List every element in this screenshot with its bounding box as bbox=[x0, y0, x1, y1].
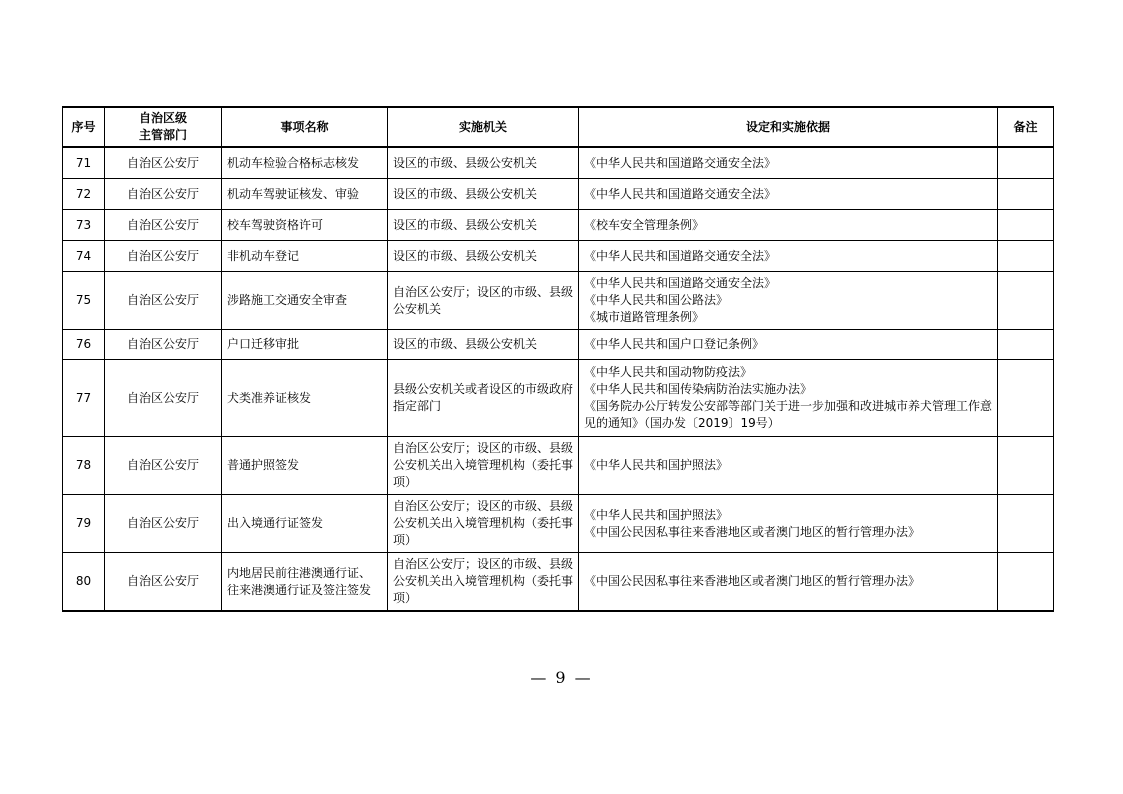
row-agency: 设区的市级、县级公安机关 bbox=[388, 241, 579, 272]
basis-line: 《中华人民共和国道路交通安全法》 bbox=[584, 155, 777, 170]
row-note bbox=[998, 179, 1054, 210]
row-num: 78 bbox=[63, 437, 105, 495]
basis-line: 《中华人民共和国道路交通安全法》 bbox=[584, 276, 777, 290]
row-num: 74 bbox=[63, 241, 105, 272]
row-basis bbox=[579, 210, 998, 241]
row-basis bbox=[579, 495, 998, 553]
header-agency: 实施机关 bbox=[388, 107, 579, 147]
basis-line: 《校车安全管理条例》 bbox=[584, 217, 705, 232]
matters-table bbox=[62, 106, 1054, 612]
row-dept: 自治区公安厅 bbox=[105, 553, 222, 612]
basis-line: 《中华人民共和国动物防疫法》 bbox=[584, 365, 753, 379]
table-row bbox=[63, 241, 1054, 272]
header-item: 事项名称 bbox=[222, 107, 388, 147]
row-num: 80 bbox=[63, 553, 105, 612]
row-note bbox=[998, 330, 1054, 360]
table-row bbox=[63, 272, 1054, 330]
row-item: 校车驾驶资格许可 bbox=[222, 210, 388, 241]
row-num: 79 bbox=[63, 495, 105, 553]
row-basis bbox=[579, 272, 998, 330]
row-basis bbox=[579, 241, 998, 272]
header-dept bbox=[105, 107, 222, 147]
header-dept-line2: 主管部门 bbox=[138, 128, 187, 142]
row-agency: 设区的市级、县级公安机关 bbox=[388, 179, 579, 210]
basis-line: 《城市道路管理条例》 bbox=[584, 310, 705, 324]
basis-line: 《中华人民共和国护照法》 bbox=[584, 458, 729, 472]
row-agency: 设区的市级、县级公安机关 bbox=[388, 210, 579, 241]
basis-line: 《国务院办公厅转发公安部等部门关于进一步加强和改进城市养犬管理工作意见的通知》（国办发〔2019〕19号） bbox=[584, 399, 993, 430]
header-basis: 设定和实施依据 bbox=[579, 107, 998, 147]
row-num: 77 bbox=[63, 360, 105, 437]
row-agency: 县级公安机关或者设区的市级政府指定部门 bbox=[388, 360, 579, 437]
row-num: 75 bbox=[63, 272, 105, 330]
row-note bbox=[998, 495, 1054, 553]
row-dept: 自治区公安厅 bbox=[105, 360, 222, 437]
row-agency: 自治区公安厅；设区的市级、县级公安机关出入境管理机构（委托事项） bbox=[388, 495, 579, 553]
row-item: 机动车检验合格标志核发 bbox=[222, 147, 388, 179]
basis-line: 《中华人民共和国户口登记条例》 bbox=[584, 337, 765, 351]
table-row bbox=[63, 147, 1054, 179]
row-dept: 自治区公安厅 bbox=[105, 147, 222, 179]
row-item: 涉路施工交通安全审查 bbox=[222, 272, 388, 330]
row-item: 内地居民前往港澳通行证、往来港澳通行证及签注签发 bbox=[222, 553, 388, 612]
row-num: 71 bbox=[63, 147, 105, 179]
row-agency: 自治区公安厅；设区的市级、县级公安机关出入境管理机构（委托事项） bbox=[388, 553, 579, 612]
row-num: 73 bbox=[63, 210, 105, 241]
row-note bbox=[998, 553, 1054, 612]
row-dept: 自治区公安厅 bbox=[105, 330, 222, 360]
table-row bbox=[63, 330, 1054, 360]
basis-line: 《中华人民共和国护照法》 bbox=[584, 507, 729, 522]
table-row bbox=[63, 437, 1054, 495]
table-row bbox=[63, 179, 1054, 210]
row-basis bbox=[579, 360, 998, 437]
basis-line: 《中华人民共和国传染病防治法实施办法》 bbox=[584, 382, 813, 396]
row-dept: 自治区公安厅 bbox=[105, 495, 222, 553]
basis-line: 《中华人民共和国道路交通安全法》 bbox=[584, 186, 777, 201]
row-item: 户口迁移审批 bbox=[222, 330, 388, 360]
table-header bbox=[63, 107, 1054, 147]
row-note bbox=[998, 241, 1054, 272]
row-agency: 设区的市级、县级公安机关 bbox=[388, 330, 579, 360]
row-note bbox=[998, 437, 1054, 495]
row-dept: 自治区公安厅 bbox=[105, 272, 222, 330]
row-item: 犬类准养证核发 bbox=[222, 360, 388, 437]
basis-line: 《中国公民因私事往来香港地区或者澳门地区的暂行管理办法》 bbox=[584, 524, 921, 539]
row-item: 出入境通行证签发 bbox=[222, 495, 388, 553]
row-agency: 自治区公安厅；设区的市级、县级公安机关出入境管理机构（委托事项） bbox=[388, 437, 579, 495]
row-note bbox=[998, 360, 1054, 437]
row-note bbox=[998, 210, 1054, 241]
row-item: 普通护照签发 bbox=[222, 437, 388, 495]
row-basis bbox=[579, 330, 998, 360]
row-dept: 自治区公安厅 bbox=[105, 437, 222, 495]
table-row bbox=[63, 210, 1054, 241]
row-item: 机动车驾驶证核发、审验 bbox=[222, 179, 388, 210]
row-basis bbox=[579, 147, 998, 179]
page-number: — 9 — bbox=[530, 668, 593, 687]
table-row bbox=[63, 495, 1054, 553]
row-num: 76 bbox=[63, 330, 105, 360]
row-num: 72 bbox=[63, 179, 105, 210]
header-note: 备注 bbox=[998, 107, 1054, 147]
row-dept: 自治区公安厅 bbox=[105, 179, 222, 210]
row-basis bbox=[579, 553, 998, 612]
header-dept-line1: 自治区级 bbox=[138, 111, 187, 125]
header-num: 序号 bbox=[63, 107, 105, 147]
table-row bbox=[63, 360, 1054, 437]
row-basis bbox=[579, 437, 998, 495]
row-note bbox=[998, 272, 1054, 330]
table-row bbox=[63, 553, 1054, 612]
row-note bbox=[998, 147, 1054, 179]
row-dept: 自治区公安厅 bbox=[105, 210, 222, 241]
basis-line: 《中华人民共和国公路法》 bbox=[584, 293, 729, 307]
basis-line: 《中国公民因私事往来香港地区或者澳门地区的暂行管理办法》 bbox=[584, 574, 921, 588]
row-agency: 设区的市级、县级公安机关 bbox=[388, 147, 579, 179]
row-basis bbox=[579, 179, 998, 210]
basis-line: 《中华人民共和国道路交通安全法》 bbox=[584, 248, 777, 263]
row-agency: 自治区公安厅；设区的市级、县级公安机关 bbox=[388, 272, 579, 330]
row-dept: 自治区公安厅 bbox=[105, 241, 222, 272]
row-item: 非机动车登记 bbox=[222, 241, 388, 272]
